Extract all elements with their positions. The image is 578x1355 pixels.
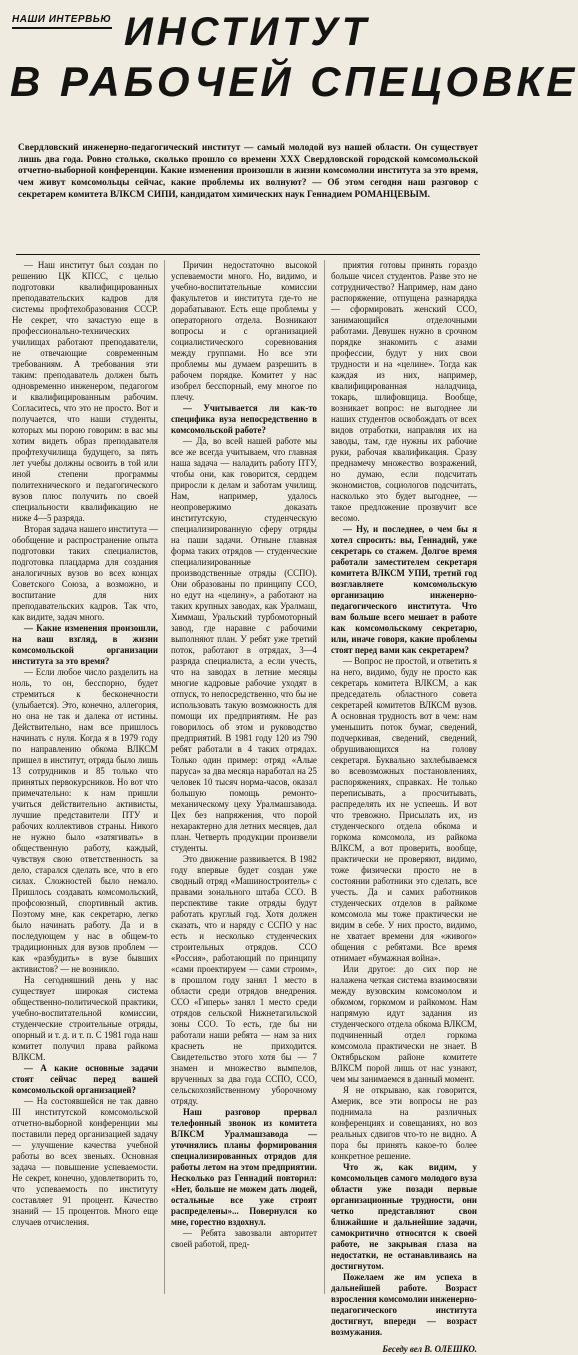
lead-paragraph <box>18 120 481 224</box>
rubric-label: НАШИ ИНТЕРВЬЮ <box>12 14 112 29</box>
article-paragraph: Это движение развивается. В 1982 году впервые будет создан уже сводный отряд «Машиностроитель» с правами зонального штаба ССО. В перспективе такие отряды будут работать круглый год. Хотя должен сказать, что и наряду с ССПО у нас есть и несколько студенческих строительных отрядов. ССО «Россия», работающий по принципу «сами проектируем — сами строим», в прошлом году занял 1 место в области среди отрядов внедрения. ССО «Гиперь» занял 1 место среди отрядов сельской Нижнетагильской зоны ССО. То есть, где бы ни работали наши ребята — нам за них краснеть не приходится. Свидетельство этого хотя бы — 7 знамен и множество вымпелов, врученных за два года ССПО, ССО, сельскохозяйственному уборочному отряду. <box>171 854 317 1106</box>
article-paragraph: — Ребята завозвали авторитет своей работой, пред- <box>171 1228 317 1249</box>
author-signature: Беседу вел В. ОЛЕШКО. <box>382 1344 477 1354</box>
lead-divider <box>16 254 480 255</box>
article-paragraph: — Вопрос не простой, и ответить я на него, видимо, буду не просто как секретарь комитета ВЛКСМ, а как председатель областного совета секретарей комитетов ВЛКСМ вузов. А основная трудность вот в чем: нам уменьшить поток бумаг, сведений, подчеркивая, сведений, сведений, обрушивающихся на голову секретаря. Буквально захлебываемся во всевозможных постановлениях, распоряжениях, справках. Не только переписывать, а просчитывать, распределять их не успеешь. И вот что тревожно. Присылать их, из студенческого отдела обкома и горкома комсомола, из райкома ВЛКСМ, а вот проверить, вообще, практически не проверяют, видимо, тоже физически просто не в состоянии работники это сделать, все учесть. Да и самих работников студенческих отделов в райкоме комсомола мы тоже практически не видим в себе. У них просто, видимо, не хватает времени для «живого» общения с ребятами. Все время отнимает «бумажная война». <box>331 656 477 963</box>
article-paragraph: — Наш институт был создан по решению ЦК КПСС, с целью подготовки квалифицированных преподавательских кадров для системы профтехобразования СССР. Не секрет, что зачастую еще в профессионально-технических училищах работают преподаватели, не отвечающие современным требованиям. А требования эти таким: преподаватель должен быть одновременно инженером, педагогом и квалифицированным рабочим. Согласитесь, что это не просто. Вот и получается, что наши студенты, которых мы порою говорим: в вас мы хотим видеть образ преподавателя профтехучилища будущего, за пять лет учебы должны освоить в той или иной степени программы политехнического и педагогического вузов плюс получить по своей специальности квалификацию не ниже 4—5 разряда. <box>12 260 158 523</box>
lead-text: Свердловский инженерно-педагогический институт — самый молодой вуз нашей области. Он существует лишь два года. Ровно столько, сколько прошло со времени XXX Свердловской городской комсомольской отчетно-выборной конференции. Какие изменения произошли в жизни комсомолии института за это время, чем живут комсомольцы сейчас, какие проблемы их волнуют? — Об этом сегодня наш разговор с секретарем комитета ВЛКСМ СИПИ, кандидатом химических наук Геннадием РОМАНЦЕВЫМ. <box>18 143 481 200</box>
column-3 <box>331 260 478 1354</box>
article-paragraph: — А какие основные задачи стоят сейчас перед вашей комсомольской организацией? <box>12 1063 158 1095</box>
article-paragraph: Вторая задача нашего института — обобщение и распространение опыта подготовки таких специалистов, подготовка плацдарма для создания аналогичных вузов во всех концах Советского Союза, а возможно, и воспитание для них преподавательских кадров. Так что, как видите, задач много. <box>12 524 158 622</box>
article-paragraph: Или другое: до сих пор не налажена четкая система взаимосвязи между вузовским комсомолом и обкомом, горкомом и райкомом. Нам напрямую идут задания из студенческого отдела обкома ВЛКСМ, подчиненный отдел горкома комсомола практически не знает. В Октябрьском районе комитете ВЛКСМ порой лишь от нас узнают, чем мы занимаемся в данный момент. <box>331 964 477 1084</box>
article-paragraph: Пожелаем же им успеха в дальнейшей работе. Возраст взросления комсомолии инженерно-педагогического института достигнут, впереди — возраст возмужания. <box>331 1272 478 1337</box>
article-paragraph: — Ну, и последнее, о чем бы я хотел спросить: вы, Геннадий, уже секретарь со стажем. Долгое время работали заместителем секретаря комитета ВЛКСМ УПИ, третий год возглавляете комсомольскую организацию инженерно-педагогического института. Что вам больше всего мешает в работе как комсомольскому секретарю, или, иначе говоря, какие проблемы стоят перед вами как секретарем? <box>331 524 477 655</box>
article-paragraph: — Учитывается ли как-то специфика вуза непосредственно в комсомольской работе? <box>171 403 317 435</box>
article-paragraph: Что ж, как видим, у комсомольцев самого молодого вуза области уже позади первые организационные трудности, они четко представляют свои ближайшие и дальнейшие задачи, самокритично относятся к своей работе, не закрывая глаза на недостатки, не останавливаясь на достигнутом. <box>331 1162 477 1271</box>
headline-line-1: ИНСТИТУТ <box>124 10 371 54</box>
article-paragraph: — На состоявшейся не так давно III институтской комсомольской отчетно-выборной конференции мы поставили перед организацией задачу — улучшение качества учебной работы во всех звеньях. Основная задача — повышение успеваемости. Не секрет, конечно, удовлетворить то, что успеваемость по институту составляет 91 процент. Качество знаний — 15 процентов. Много еще случаев отчисления. <box>12 1096 158 1227</box>
article-paragraph: Я не открываю, как говорится, Америк, все эти вопросы не раз поднимала на различных конференциях и совещаниях, но воз реальных сдвигов что-то не видно. А пора бы принять какое-то более конкретное решение. <box>331 1085 477 1161</box>
article-paragraph: Причин недостаточно высокой успеваемости много. Но, видимо, и учебно-воспитательные комиссии факультетов и института где-то не дорабатывают. Есть еще проблемы у операторного отдела. Возникают вопросы и с организацией социалистического соревнования между группами. Но все эти проблемы мы думаем разрешить в рабочем порядке. Комитет у нас изобрел бесспорный, ему многое по плечу. <box>171 260 317 402</box>
column-rule <box>324 260 325 1294</box>
newspaper-article <box>6 6 578 1354</box>
article-paragraph: приятия готовы принять гораздо больше чисел студентов. Разве это не сотрудничество? Например, нам дано распоряжение, отпущена разнарядка — сформировать женский ССО, занимающийся отделочными работами. Девушек нужно в срочном порядке знакомить с азами профессии, будут у них свои трудности и на «целине». Тогда как каждая из них, например, квалифицированная наладчица, токарь, шлифовщица. Вообще, возникает вопрос: не выгоднее ли наших студентов освобождать от всех видов отработки, направляя их на заводы, там, где нужны их рабочие руки, рабочая квалификация. Сразу преднамечу множество возражений, но думаю, если подсчитать экономистов, социологов подсчитать, насколько это будет выгоднее, — такое предложение прозвучит все весомо. <box>331 260 477 523</box>
column-rule <box>164 260 165 1294</box>
headline-line-2: В РАБОЧЕЙ СПЕЦОВКЕ <box>10 58 578 105</box>
column-1 <box>12 260 158 1294</box>
column-2 <box>171 260 317 1294</box>
article-paragraph: Наш разговор прервал телефонный звонок из комитета ВЛКСМ Уралмашзавода — уточнялись планы формирования специализированных отрядов для работы летом на этом предприятии. Несколько раз Геннадий повторил: «Нет, больше не можем дать людей, остальные все уже строят распределены»... Повернулся ко мне, горестно вздохнул. <box>171 1107 317 1227</box>
article-paragraph: — Если любое число разделить на ноль, то он, бесспорно, будет стремиться к бесконечности (улыбается). Это, конечно, аллегория, но она не так и далека от истины. Действительно, нам все пришлось начинать с нуля. Когда я в 1979 году по направлению обкома ВЛКСМ пришел в институт, отряда было лишь 13 сотрудников и 85 только что принятых первокурсников. Но вот что примечательно: к нам пришли учиться действительно активисты, лучшие представители ПТУ и рабочих коллективов страны. Никого не нужно было «затягивать» в общественную работу, каждый, чувствуя свою ответственность за дело, старался сделать все, что в его силах. Сложностей было немало. Пришлось создавать комсомольский, профсоюзный, спортивный актив. Поэтому мне, как секретарю, легко было начинать работу. Да и в последующем у нас в общем-то традиционных для вузов проблем — как «разбудить» в вузе бывших активистов? — не возникло. <box>12 667 158 974</box>
article-paragraph: — Да, во всей нашей работе мы все же всегда учитываем, что главная наша задача — наладить работу ПТУ, чтобы они, как говорится, сердцем приросли к делам и заботам училищ. Нам, например, удалось неопровержимо доказать институтскую, студенческую специализированную сферу отряды на паши задачи. Отныне главная форма таких отрядов — студенческие специализированные производственные отряды (ССПО). Они образованы по принципу ССО, но едут на «целину», а работают на таких крупных заводах, как Уралмаш, Химмаш, Уральский турбомоторный завод, где наравне с рабочими выполняют план. У ребят уже третий поток, работают в отрядах, 3—4 разряда специалиста, а если учесть, что на заводах в летние месяцы многие кадровые рабочие уходят в отпуск, то непосредственно, что бы не использовать такую возможность для помощи их предприятиям. Не раз говорилось об этом и руководство предприятий. В 1981 году 120 из 790 ребят работали в 4 таких отрядах. Только один пример: отряд «Алые паруса» за два месяца наработал на 25 человек 10 тысяч норма-часов, оказал большую помощь ремонто-механическому цеху Уралмашзавода. Цех без напряжения, что порой нехарактерно для летних месяцев, дал план. Четверть продукции произвели студенты. <box>171 436 317 853</box>
article-paragraph: — Какие изменения произошли, на ваш взгляд, в жизни комсомольской организации института за это время? <box>12 623 158 666</box>
article-paragraph: На сегодняшний день у нас существует широкая система общественно-политической практики, учебно-воспитательной комиссии, студенческие строительные отряды, опорный и т. д. и т. п. С 1981 года наш комитет получил права райкома ВЛКСМ. <box>12 975 158 1062</box>
